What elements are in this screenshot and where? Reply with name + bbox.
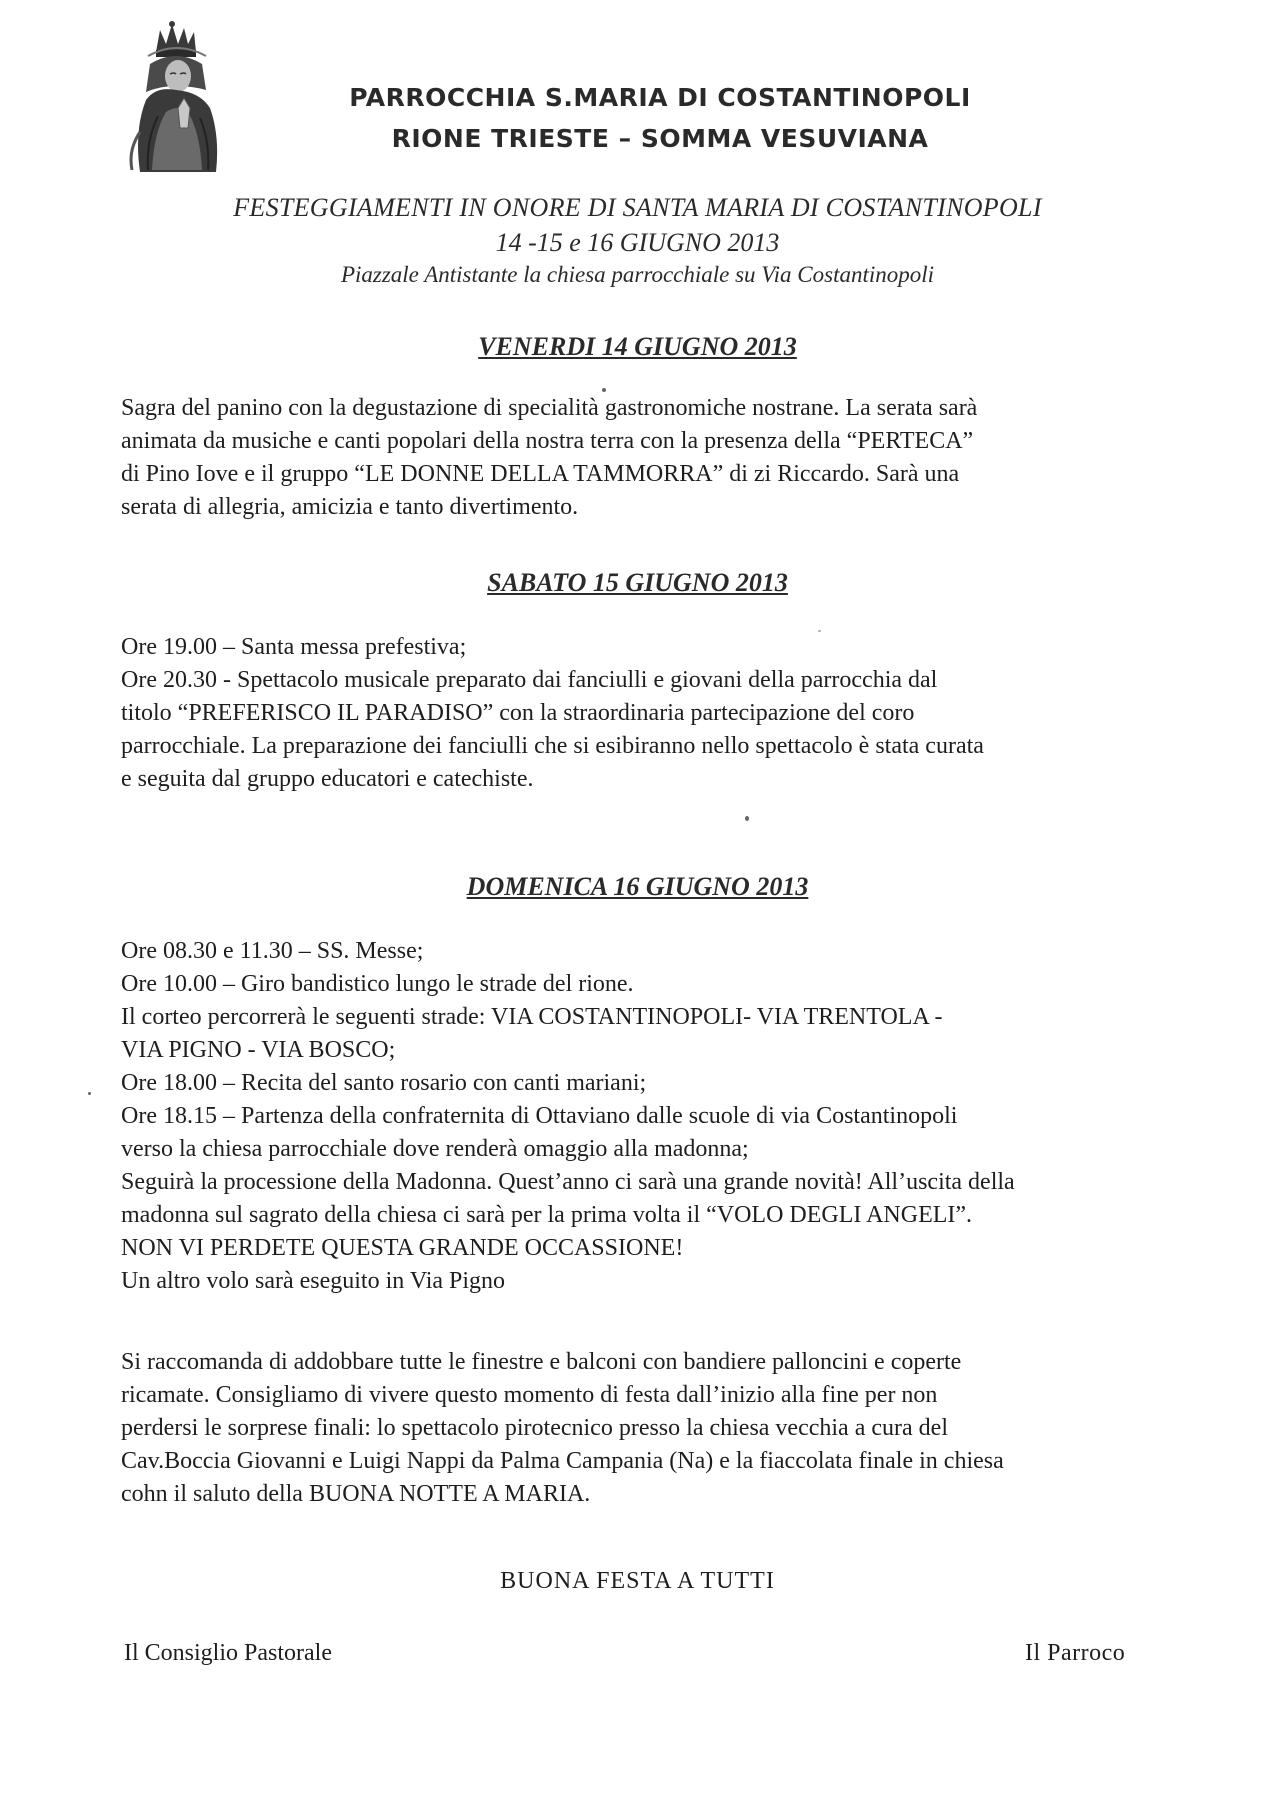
recommendation-line: cohn il saluto della BUONA NOTTE A MARIA. xyxy=(121,1481,591,1507)
program-line: Il corteo percorrerà le seguenti strade: VIA COSTANTINOPOLI- VIA TRENTOLA - xyxy=(121,1004,943,1030)
program-line: Ore 08.30 e 11.30 – SS. Messe; xyxy=(121,938,424,964)
program-line: animata da musiche e canti popolari della nostra terra con la presenza della “PERTECA” xyxy=(121,428,974,454)
closing-greeting: BUONA FESTA A TUTTI xyxy=(500,1568,775,1594)
festivity-title: FESTEGGIAMENTI IN ONORE DI SANTA MARIA DI COSTANTINOPOLI xyxy=(233,193,1042,222)
program-line: verso la chiesa parrocchiale dove renderà omaggio alla madonna; xyxy=(121,1136,749,1162)
scan-speck xyxy=(602,388,606,392)
program-line: serata di allegria, amicizia e tanto divertimento. xyxy=(121,494,579,520)
recommendation-paragraph xyxy=(121,1346,1201,1511)
recommendation-line: Si raccomanda di addobbare tutte le finestre e balconi con bandiere palloncini e coperte xyxy=(121,1349,962,1375)
day-heading-sunday: DOMENICA 16 GIUGNO 2013 xyxy=(466,872,809,901)
recommendation-line: perdersi le sorprese finali: lo spettacolo pirotecnico presso la chiesa vecchia a cura del xyxy=(121,1415,948,1441)
signature-pastoral-council: Il Consiglio Pastorale xyxy=(124,1640,332,1666)
scan-speck xyxy=(818,630,821,632)
recommendation-line: Cav.Boccia Giovanni e Luigi Nappi da Palma Campania (Na) e la fiaccolata finale in chiesa xyxy=(121,1448,1004,1474)
madonna-crowned-icon xyxy=(122,20,232,175)
sunday-program xyxy=(121,935,1201,1298)
program-line: Ore 10.00 – Giro bandistico lungo le strade del rione. xyxy=(121,971,634,997)
saturday-program xyxy=(121,631,1201,796)
parish-district: RIONE TRIESTE – SOMMA VESUVIANA xyxy=(391,124,929,153)
friday-program xyxy=(121,392,1201,524)
program-line: Ore 18.00 – Recita del santo rosario con canti mariani; xyxy=(121,1070,647,1096)
festivity-dates: 14 -15 e 16 GIUGNO 2013 xyxy=(495,228,780,257)
program-line: Sagra del panino con la degustazione di specialità gastronomiche nostrane. La serata sarà xyxy=(121,395,978,421)
day-heading-friday: VENERDI 14 GIUGNO 2013 xyxy=(478,332,797,361)
day-heading-saturday: SABATO 15 GIUGNO 2013 xyxy=(487,568,788,597)
program-line: e seguita dal gruppo educatori e catechiste. xyxy=(121,766,534,792)
signature-parish-priest: Il Parroco xyxy=(1025,1640,1126,1666)
scan-speck xyxy=(745,816,749,821)
program-line: VIA PIGNO - VIA BOSCO; xyxy=(121,1037,396,1063)
program-line: Un altro volo sarà eseguito in Via Pigno xyxy=(121,1268,506,1294)
recommendation-line: ricamate. Consigliamo di vivere questo momento di festa dall’inizio alla fine per non xyxy=(121,1382,938,1408)
program-line: di Pino Iove e il gruppo “LE DONNE DELLA TAMMORRA” di zi Riccardo. Sarà una xyxy=(121,461,960,487)
scan-speck xyxy=(88,1092,91,1095)
program-line: Seguirà la processione della Madonna. Quest’anno ci sarà una grande novità! All’uscita della xyxy=(121,1169,1015,1195)
parish-name: PARROCCHIA S.MARIA DI COSTANTINOPOLI xyxy=(349,83,971,112)
program-line: Ore 20.30 - Spettacolo musicale preparato dai fanciulli e giovani della parrocchia dal xyxy=(121,667,938,693)
program-line: parrocchiale. La preparazione dei fanciulli che si esibiranno nello spettacolo è stata curata xyxy=(121,733,984,759)
festivity-location: Piazzale Antistante la chiesa parrocchiale su Via Costantinopoli xyxy=(340,262,935,287)
program-line: titolo “PREFERISCO IL PARADISO” con la straordinaria partecipazione del coro xyxy=(121,700,915,726)
program-line: Ore 19.00 – Santa messa prefestiva; xyxy=(121,634,467,660)
program-line: Ore 18.15 – Partenza della confraternita di Ottaviano dalle scuole di via Costantinopoli xyxy=(121,1103,958,1129)
program-line: madonna sul sagrato della chiesa ci sarà per la prima volta il “VOLO DEGLI ANGELI”. xyxy=(121,1202,973,1228)
program-line: NON VI PERDETE QUESTA GRANDE OCCASSIONE! xyxy=(121,1235,684,1261)
